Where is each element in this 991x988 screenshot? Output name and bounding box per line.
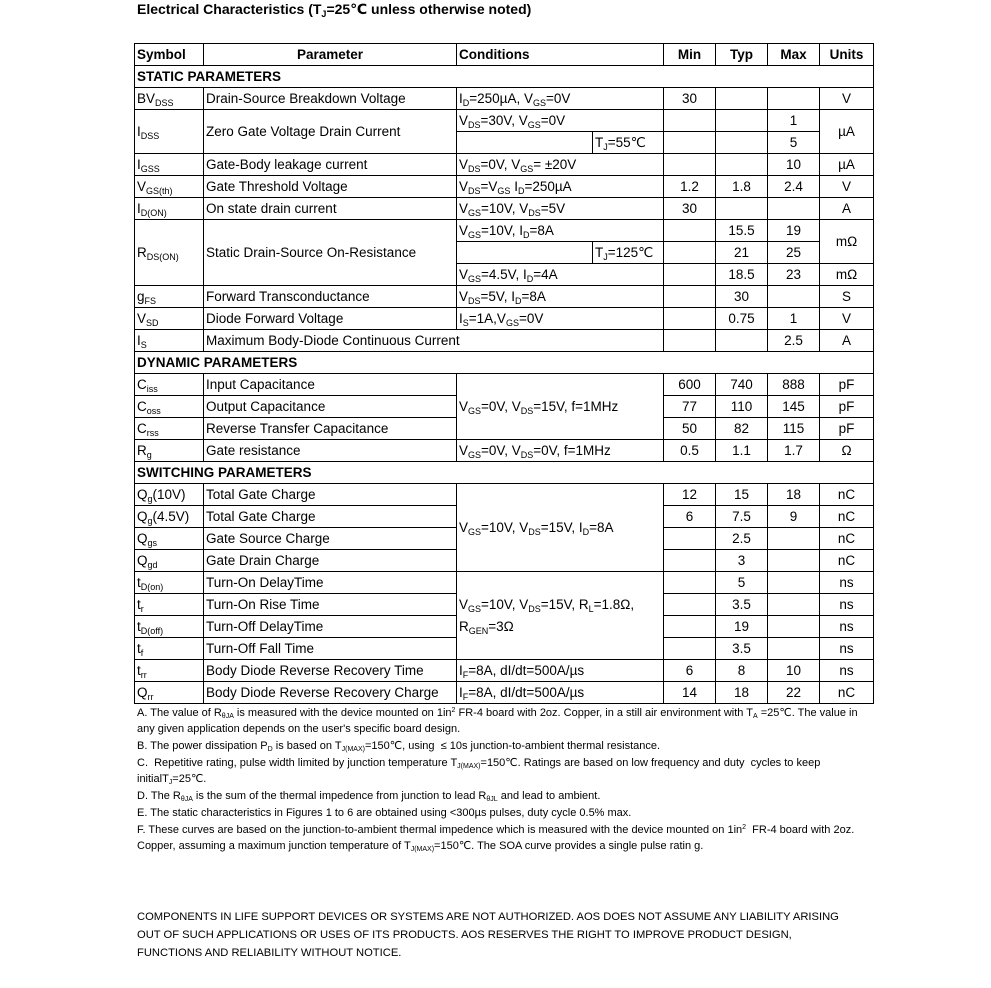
max-cell: 1: [768, 110, 820, 132]
unit-cell: ns: [820, 594, 874, 616]
section-row-dynamic: [135, 352, 874, 374]
parameter-cell: Body Diode Reverse Recovery Time: [204, 660, 457, 682]
electrical-characteristics-table: [134, 43, 874, 704]
table-row: [135, 660, 874, 682]
parameter-cell: Output Capacitance: [204, 396, 457, 418]
unit-cell: ns: [820, 660, 874, 682]
max-cell: 9: [768, 506, 820, 528]
unit-cell: A: [820, 198, 874, 220]
table-row: [135, 154, 874, 176]
max-cell: [768, 594, 820, 616]
parameter-cell: Turn-Off DelayTime: [204, 616, 457, 638]
unit-cell: nC: [820, 550, 874, 572]
symbol-cell: $I_{GSS}$: [135, 154, 204, 176]
table-row: [135, 330, 874, 352]
symbol-cell: $I_{D(ON)}$: [135, 198, 204, 220]
symbol-cell: $Q_{gs}$: [135, 528, 204, 550]
symbol-cell: $I_S$: [135, 330, 204, 352]
min-cell: [664, 242, 716, 264]
conditions-cell: $I_S=1A,V_{GS}=0V$: [457, 308, 664, 330]
unit-cell: nC: [820, 528, 874, 550]
unit-cell: ns: [820, 616, 874, 638]
symbol-cell: $R_{DS(ON)}$: [135, 220, 204, 286]
max-cell: 1.7: [768, 440, 820, 462]
unit-cell: V: [820, 88, 874, 110]
table-row: [135, 220, 874, 242]
parameter-cell: Turn-On Rise Time: [204, 594, 457, 616]
min-cell: [664, 110, 716, 132]
symbol-cell: $g_{FS}$: [135, 286, 204, 308]
symbol-cell: $Q_g(10V)$: [135, 484, 204, 506]
min-cell: [664, 572, 716, 594]
typ-cell: 1.8: [716, 176, 768, 198]
parameter-cell: Gate-Body leakage current: [204, 154, 457, 176]
unit-cell: ns: [820, 572, 874, 594]
max-cell: 19: [768, 220, 820, 242]
typ-cell: 110: [716, 396, 768, 418]
typ-cell: 19: [716, 616, 768, 638]
conditions-cell: $V_{GS}=10V$, $I_D=8A$: [457, 220, 664, 242]
typ-cell: 18.5: [716, 264, 768, 286]
symbol-cell: $t_f$: [135, 638, 204, 660]
max-cell: [768, 528, 820, 550]
unit-cell: nC: [820, 682, 874, 704]
symbol-cell: $Q_{gd}$: [135, 550, 204, 572]
typ-cell: 3: [716, 550, 768, 572]
disclaimer-line: FUNCTIONS AND RELIABILITY WITHOUT NOTICE.: [137, 947, 402, 959]
parameter-cell: On state drain current: [204, 198, 457, 220]
typ-cell: 0.75: [716, 308, 768, 330]
parameter-cell: Forward Transconductance: [204, 286, 457, 308]
section-title: SWITCHING PARAMETERS: [135, 462, 874, 484]
conditions-cell: $V_{GS}=10V$, $V_{DS}=15V$, $R_L=1.8\Omega$, $R_{GEN}=3\Omega$: [457, 572, 664, 660]
typ-cell: 15.5: [716, 220, 768, 242]
max-cell: [768, 198, 820, 220]
symbol-cell: $C_{rss}$: [135, 418, 204, 440]
max-cell: 888: [768, 374, 820, 396]
parameter-cell: Zero Gate Voltage Drain Current: [204, 110, 457, 154]
conditions-cell: $V_{GS}=0V$, $V_{DS}=15V$, f=1MHz: [457, 374, 664, 440]
conditions-cell: [457, 242, 593, 264]
max-cell: 23: [768, 264, 820, 286]
table-row: [135, 286, 874, 308]
min-cell: [664, 132, 716, 154]
typ-cell: [716, 198, 768, 220]
typ-cell: 7.5: [716, 506, 768, 528]
max-cell: 2.4: [768, 176, 820, 198]
header-symbol: Symbol: [135, 44, 204, 66]
symbol-cell: $R_g$: [135, 440, 204, 462]
disclaimer-line: OUT OF SUCH APPLICATIONS OR USES OF ITS PRODUCTS. AOS RESERVES THE RIGHT TO IMPROVE PRODUCT DESIGN,: [137, 929, 792, 941]
parameter-cell: Total Gate Charge: [204, 506, 457, 528]
unit-cell: nC: [820, 484, 874, 506]
max-cell: 145: [768, 396, 820, 418]
table-row: [135, 308, 874, 330]
disclaimer-line: COMPONENTS IN LIFE SUPPORT DEVICES OR SYSTEMS ARE NOT AUTHORIZED. AOS DOES NOT ASSUME ANY LIABILITY ARISING: [137, 911, 839, 923]
parameter-cell: Total Gate Charge: [204, 484, 457, 506]
symbol-cell: $t_r$: [135, 594, 204, 616]
conditions-cell: $V_{GS}=0V$, $V_{DS}=0V$, f=1MHz: [457, 440, 664, 462]
unit-cell: µA: [820, 154, 874, 176]
symbol-cell: $t_{D(off)}$: [135, 616, 204, 638]
header-max: Max: [768, 44, 820, 66]
section-title: DYNAMIC PARAMETERS: [135, 352, 874, 374]
symbol-cell: $t_{rr}$: [135, 660, 204, 682]
max-cell: [768, 638, 820, 660]
table-row: [135, 198, 874, 220]
min-cell: [664, 528, 716, 550]
symbol-cell: $C_{iss}$: [135, 374, 204, 396]
unit-cell: V: [820, 176, 874, 198]
parameter-cell: Gate resistance: [204, 440, 457, 462]
min-cell: 50: [664, 418, 716, 440]
conditions-cell: $V_{DS}=30V$, $V_{GS}=0V$: [457, 110, 664, 132]
max-cell: 5: [768, 132, 820, 154]
parameter-cell: Input Capacitance: [204, 374, 457, 396]
parameter-cell: Turn-Off Fall Time: [204, 638, 457, 660]
min-cell: [664, 308, 716, 330]
min-cell: 12: [664, 484, 716, 506]
min-cell: [664, 264, 716, 286]
unit-cell: mΩ: [820, 220, 874, 264]
unit-cell: pF: [820, 418, 874, 440]
typ-cell: 8: [716, 660, 768, 682]
typ-cell: [716, 330, 768, 352]
conditions-cell: $I_D=250\mu A$, $V_{GS}=0V$: [457, 88, 664, 110]
typ-cell: [716, 88, 768, 110]
max-cell: [768, 616, 820, 638]
parameter-cell: Diode Forward Voltage: [204, 308, 457, 330]
typ-cell: 740: [716, 374, 768, 396]
typ-cell: [716, 110, 768, 132]
unit-cell: mΩ: [820, 264, 874, 286]
header-conditions: Conditions: [457, 44, 664, 66]
parameter-cell: Turn-On DelayTime: [204, 572, 457, 594]
parameter-cell: Maximum Body-Diode Continuous Current: [204, 330, 664, 352]
min-cell: [664, 550, 716, 572]
min-cell: [664, 286, 716, 308]
max-cell: 2.5: [768, 330, 820, 352]
parameter-cell: Reverse Transfer Capacitance: [204, 418, 457, 440]
conditions-cell: $I_F=8A$, dI/dt=500A/µs: [457, 660, 664, 682]
symbol-cell: $V_{GS(th)}$: [135, 176, 204, 198]
table-row: [135, 682, 874, 704]
min-cell: 1.2: [664, 176, 716, 198]
max-cell: [768, 88, 820, 110]
max-cell: 18: [768, 484, 820, 506]
typ-cell: [716, 132, 768, 154]
typ-cell: 82: [716, 418, 768, 440]
min-cell: 0.5: [664, 440, 716, 462]
header-typ: Typ: [716, 44, 768, 66]
parameter-cell: Static Drain-Source On-Resistance: [204, 220, 457, 286]
symbol-cell: $C_{oss}$: [135, 396, 204, 418]
disclaimer: [137, 908, 877, 962]
typ-cell: 2.5: [716, 528, 768, 550]
footnote-f: F. These curves are based on the junction-to-ambient thermal impedence which is measured with the device mounted on $1in^2$ FR-4 board with 2oz. Copper, assuming a maximum junction temperature of $T_{J(MAX)}=150℃$. The SOA curve provides a single pulse ratin g.: [137, 824, 855, 853]
max-cell: 25: [768, 242, 820, 264]
max-cell: [768, 550, 820, 572]
unit-cell: Ω: [820, 440, 874, 462]
typ-cell: 3.5: [716, 638, 768, 660]
min-cell: 30: [664, 88, 716, 110]
tj-condition-cell: $T_J=55℃$: [593, 132, 664, 154]
conditions-cell: $V_{GS}=10V$, $V_{DS}=5V$: [457, 198, 664, 220]
typ-cell: 21: [716, 242, 768, 264]
symbol-cell: $V_{SD}$: [135, 308, 204, 330]
typ-cell: 3.5: [716, 594, 768, 616]
footnote-a: A. The value of $R_{\theta JA}$ is measured with the device mounted on $1in^2$ FR-4 board with 2oz. Copper, in a still air environment with $T_A$ =25℃. The value in any given application depends on the user's specific board design.: [137, 707, 858, 735]
max-cell: 115: [768, 418, 820, 440]
table-header-row: [135, 44, 874, 66]
conditions-cell: $V_{GS}=10V$, $V_{DS}=15V$, $I_D=8A$: [457, 484, 664, 572]
header-parameter: Parameter: [204, 44, 457, 66]
unit-cell: µA: [820, 110, 874, 154]
symbol-cell: $I_{DSS}$: [135, 110, 204, 154]
tj-condition-cell: $T_J=125℃$: [593, 242, 664, 264]
min-cell: 6: [664, 506, 716, 528]
max-cell: [768, 572, 820, 594]
symbol-cell: $BV_{DSS}$: [135, 88, 204, 110]
max-cell: 10: [768, 660, 820, 682]
min-cell: [664, 638, 716, 660]
table-row: [135, 484, 874, 506]
unit-cell: S: [820, 286, 874, 308]
min-cell: [664, 616, 716, 638]
min-cell: 6: [664, 660, 716, 682]
typ-cell: 18: [716, 682, 768, 704]
parameter-cell: Gate Threshold Voltage: [204, 176, 457, 198]
conditions-cell: $V_{DS}=0V$, $V_{GS}= \pm 20V$: [457, 154, 664, 176]
max-cell: 1: [768, 308, 820, 330]
table-row: [135, 440, 874, 462]
min-cell: [664, 594, 716, 616]
page-title: Electrical Characteristics ($T_J=25℃$ unless otherwise noted): [137, 1, 532, 19]
conditions-cell: $V_{DS}=5V$, $I_D=8A$: [457, 286, 664, 308]
conditions-cell: $I_F=8A$, dI/dt=500A/µs: [457, 682, 664, 704]
symbol-cell: $Q_{rr}$: [135, 682, 204, 704]
typ-cell: 5: [716, 572, 768, 594]
section-title: STATIC PARAMETERS: [135, 66, 874, 88]
symbol-cell: $t_{D(on)}$: [135, 572, 204, 594]
min-cell: 14: [664, 682, 716, 704]
conditions-cell: [457, 132, 593, 154]
typ-cell: 1.1: [716, 440, 768, 462]
unit-cell: nC: [820, 506, 874, 528]
min-cell: [664, 154, 716, 176]
conditions-cell: $V_{DS}=V_{GS}$ $I_D=250\mu A$: [457, 176, 664, 198]
max-cell: [768, 286, 820, 308]
min-cell: 30: [664, 198, 716, 220]
table-row: [135, 88, 874, 110]
header-min: Min: [664, 44, 716, 66]
max-cell: 22: [768, 682, 820, 704]
table-row: [135, 110, 874, 132]
typ-cell: 30: [716, 286, 768, 308]
unit-cell: pF: [820, 374, 874, 396]
conditions-cell: $V_{GS}=4.5V$, $I_D=4A$: [457, 264, 664, 286]
footnote-b: B. The power dissipation $P_D$ is based on $T_{J(MAX)}=150℃$, using ≤ 10s junction-to-ambient thermal resistance.: [137, 740, 661, 753]
section-row-static: [135, 66, 874, 88]
parameter-cell: Drain-Source Breakdown Voltage: [204, 88, 457, 110]
symbol-cell: $Q_g(4.5V)$: [135, 506, 204, 528]
table-row: [135, 176, 874, 198]
parameter-cell: Gate Drain Charge: [204, 550, 457, 572]
min-cell: [664, 330, 716, 352]
min-cell: 600: [664, 374, 716, 396]
typ-cell: 15: [716, 484, 768, 506]
parameter-cell: Gate Source Charge: [204, 528, 457, 550]
min-cell: 77: [664, 396, 716, 418]
footnotes: [137, 705, 872, 855]
unit-cell: V: [820, 308, 874, 330]
footnote-d: D. The $R_{\theta JA}$ is the sum of the thermal impedence from junction to lead $R_{\theta JL}$ and lead to ambient.: [137, 790, 601, 803]
footnote-c: C. Repetitive rating, pulse width limited by junction temperature $T_{J(MAX)}=150℃$. Ratings are based on low frequency and duty cycles to keep initialT$_J$=25℃.: [137, 757, 821, 786]
unit-cell: ns: [820, 638, 874, 660]
header-units: Units: [820, 44, 874, 66]
section-row-switching: [135, 462, 874, 484]
unit-cell: pF: [820, 396, 874, 418]
max-cell: 10: [768, 154, 820, 176]
min-cell: [664, 220, 716, 242]
table-row: [135, 374, 874, 396]
unit-cell: A: [820, 330, 874, 352]
typ-cell: [716, 154, 768, 176]
table-row: [135, 572, 874, 594]
footnote-e: E. The static characteristics in Figures 1 to 6 are obtained using <300µs pulses, duty cycle 0.5% max.: [137, 807, 632, 819]
parameter-cell: Body Diode Reverse Recovery Charge: [204, 682, 457, 704]
